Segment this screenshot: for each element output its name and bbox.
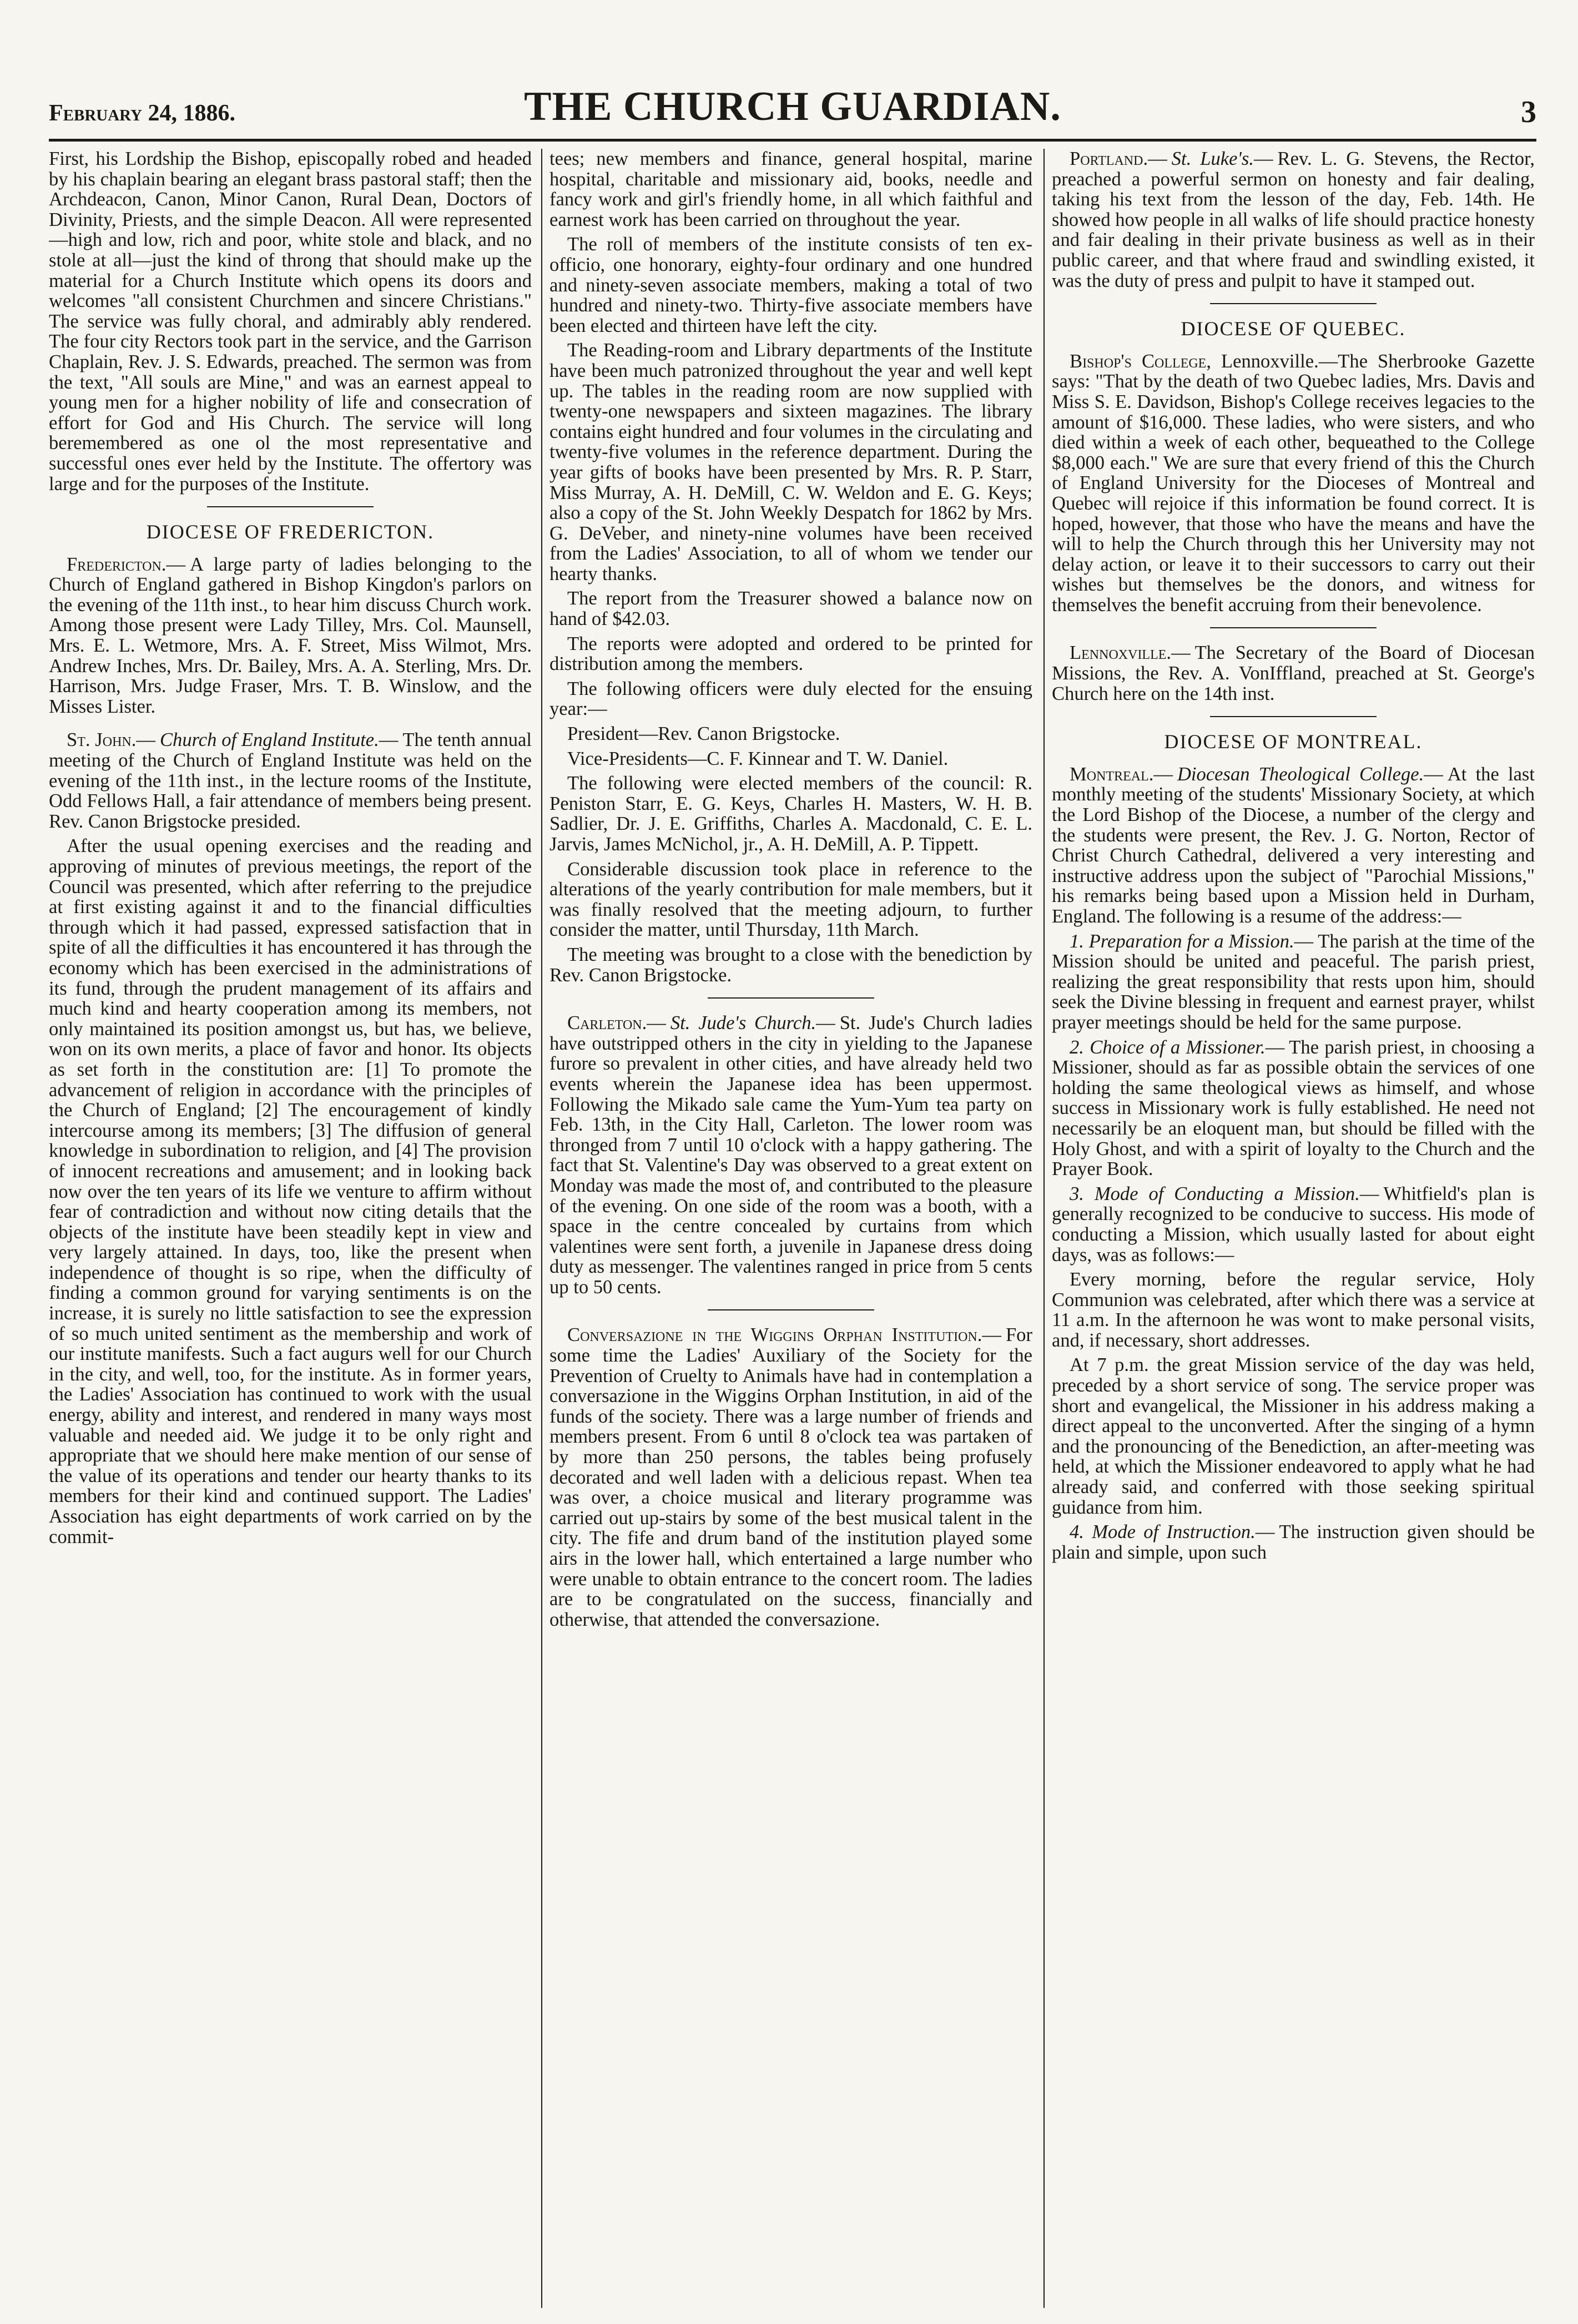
- article-paragraph: President—Rev. Canon Brigstocke.: [567, 723, 840, 745]
- paragraph-text: At the last monthly meeting of the students' Missionary Society, at which the Lord Bishop of the Diocese, a number of the clergy and the students were present, the Rev. J. G. Norton, Rector of Christ Church Cathedral, delivered a very interesting and instructive address upon the subject of "Parochial Missions," his remarks being based upon a Mission held in Durham, England. The following is a resume of the address:—: [1052, 763, 1535, 927]
- dateline: Portland.: [1070, 149, 1148, 169]
- article-paragraph: 1. Preparation for a Mission.— The parish at the time of the Mission should be united and peaceful. The parish priest, realizing the great responsibility that rests upon him, should seek the Divine blessing in frequent and earnest prayer, whilst prayer meetings should be held for the same purpose.: [1052, 930, 1535, 1033]
- section-heading: DIOCESE OF MONTREAL.: [1164, 730, 1423, 753]
- article-paragraph: Portland.— St. Luke's.— Rev. L. G. Stevens, the Rector, preached a powerful sermon on honesty and fair dealing, taking his text from the lesson of the day, Feb. 14th. He showed how people in all walks of life should practice honesty and fair dealing in their private business as well as in their public career, and that where fraud and swindling existed, it was the duty of press and pulpit to have it stamped out.: [1052, 149, 1535, 291]
- article-topic: St. Luke's.: [1171, 149, 1254, 169]
- section-separator: [207, 506, 374, 507]
- dateline: Carleton.: [567, 1012, 647, 1034]
- dateline: St. John.: [67, 729, 137, 751]
- article-paragraph: The following were elected members of the council: R. Peniston Starr, E. G. Keys, Charles H. Masters, W. H. B. Sadlier, Dr. J. E. Griffiths, Charles A. Macdonald, C. E. L. Jarvis, James McNichol, jr., A. H. DeMill, A. P. Tippett.: [549, 773, 1032, 855]
- section-separator: [708, 1309, 874, 1310]
- paragraph-text: St. Jude's Church ladies have outstripped others in the city in yielding to the Japanese furore so prevalent in other cities, and have already held two events wherein the Japanese idea has been uppermost. Following the Mikado sale came the Yum-Yum tea party on Feb. 13th, in the City Hall, Carleton. The lower room was thronged from 7 until 10 o'clock with a happy gathering. The fact that St. Valentine's Day was observed to a great extent on Monday was made the most of, and contributed to the pleasure of the evening. On one side of the room was a booth, with a space in the centre concealed by curtains from which valentines were sent forth, a juvenile in Japanese dress doing duty as messenger. The valentines ranged in price from 5 cents up to 50 cents.: [549, 1012, 1032, 1298]
- article-paragraph: 3. Mode of Conducting a Mission.— Whitfield's plan is generally recognized to be conducive to success. His mode of conducting a Mission, which usually lasted for about eight days, was as follows:—: [1052, 1183, 1535, 1266]
- article-paragraph: Carleton.— St. Jude's Church.— St. Jude's Church ladies have outstripped others in the city in yielding to the Japanese furore so prevalent in other cities, and have already held two events wherein the Japanese idea has been uppermost. Following the Mikado sale came the Yum-Yum tea party on Feb. 13th, in the City Hall, Carleton. The lower room was thronged from 7 until 10 o'clock with a happy gathering. The fact that St. Valentine's Day was observed to a great extent on Monday was made the most of, and contributed to the pleasure of the evening. On one side of the room was a booth, with a space in the centre concealed by curtains from which valentines were sent forth, a juvenile in Japanese dress doing duty as messenger. The valentines ranged in price from 5 cents up to 50 cents.: [549, 1012, 1032, 1298]
- article-paragraph: Montreal.— Diocesan Theological College.— At the last monthly meeting of the students' Missionary Society, at which the Lord Bishop of the Diocese, a number of the clergy and the students were present, the Rev. J. G. Norton, Rector of Christ Church Cathedral, delivered a very interesting and instructive address upon the subject of "Parochial Missions," his remarks being based upon a Mission held in Durham, England. The following is a resume of the address:—: [1052, 763, 1535, 927]
- dateline: Conversazione in the Wiggins Orphan Institution.: [567, 1324, 982, 1346]
- article-paragraph: The Reading-room and Library departments of the Institute have been much patronized throughout the year and well kept up. The tables in the reading room are now supplied with twenty-one newspapers and sixteen magazines. The library contains eight hundred and four volumes in the circulating and twenty-five volumes in the reference department. During the year gifts of books have been presented by Mrs. R. P. Starr, Miss Murray, A. H. DeMill, C. W. Weldon and E. G. Keys; also a copy of the St. John Weekly Despatch for 1862 by Mrs. G. DeVeber, and ninety-nine volumes have been received from the Ladies' Association, to all of whom we tender our hearty thanks.: [549, 340, 1032, 584]
- article-topic: Church of England Institute.: [159, 729, 379, 751]
- section-heading: DIOCESE OF FREDERICTON.: [146, 521, 435, 543]
- article-paragraph: Fredericton.— A large party of ladies belonging to the Church of England gathered in Bishop Kingdon's parlors on the evening of the 11th inst., to hear him discuss Church work. Among those present were Lady Tilley, Mrs. Col. Maunsell, Mrs. E. L. Wetmore, Mrs. A. F. Street, Miss Wilmot, Mrs. Andrew Inches, Mrs. Dr. Bailey, Mrs. A. A. Sterling, Mrs. Dr. Harrison, Mrs. Judge Fraser, Mrs. T. B. Winslow, and the Misses Lister.: [49, 553, 532, 717]
- article-paragraph: Considerable discussion took place in reference to the alterations of the yearly contribution for male members, but it was finally resolved that the meeting adjourn, to further consider the matter, until Thursday, 11th March.: [549, 858, 1032, 941]
- section-separator: [1210, 627, 1377, 628]
- article-paragraph: St. John.— Church of England Institute.— The tenth annual meeting of the Church of England Institute was held on the evening of the 11th inst., in the lecture rooms of the Institute, Odd Fellows Hall, a fair attendance of members being present. Rev. Canon Brigstocke presided.: [49, 729, 532, 832]
- column-divider: [541, 149, 542, 2308]
- column-divider: [1043, 149, 1045, 2308]
- page-number: 3: [1521, 95, 1536, 129]
- article-paragraph: 4. Mode of Instruction.— The instruction given should be plain and simple, upon such: [1052, 1521, 1535, 1563]
- header-rule: [49, 139, 1536, 142]
- article-paragraph: Lennoxville.— The Secretary of the Board of Diocesan Missions, the Rev. A. VonIffland, preached at St. George's Church here on the 14th inst.: [1052, 642, 1535, 704]
- paragraph-text: The parish priest, in choosing a Missioner, should as far as possible obtain the services of one holding the same theological views as himself, and whose success in Missionary work is fully established. He need not necessarily be an eloquent man, but should be filled with the Holy Ghost, and with a spirit of loyalty to the Church and the Prayer Book.: [1052, 1036, 1535, 1180]
- subsection-title: 3. Mode of Conducting a Mission.: [1070, 1183, 1360, 1204]
- article-paragraph: Vice-Presidents—C. F. Kinnear and T. W. Daniel.: [567, 748, 949, 769]
- paragraph-text: Whitfield's plan is generally recognized to be conducive to success. His mode of conducting a Mission, which usually lasted for about eight days, was as follows:—: [1052, 1183, 1535, 1266]
- section-separator: [1210, 716, 1377, 717]
- article-paragraph: [1052, 351, 1535, 616]
- article-paragraph: The following officers were duly elected for the ensuing year:—: [549, 678, 1032, 720]
- article-paragraph: tees; new members and finance, general hospital, marine hospital, charitable and missionary aid, books, needle and fancy work and girl's friendly home, in all which faithful and earnest work has been carried on throughout the year.: [549, 149, 1032, 230]
- paragraph-text: The instruction given should be plain and simple, upon such: [1052, 1521, 1535, 1563]
- section-separator: [1210, 303, 1377, 304]
- dateline: Montreal.: [1070, 763, 1154, 785]
- dateline: Lennoxville.: [1070, 642, 1172, 664]
- subsection-title: 1. Preparation for a Mission.: [1070, 930, 1294, 952]
- dateline: Bishop's College,: [1070, 350, 1211, 372]
- dateline: Fredericton.: [67, 553, 167, 575]
- article-topic: Diocesan Theological College.: [1177, 763, 1424, 785]
- column-1: [49, 149, 532, 2302]
- paragraph-text: The tenth annual meeting of the Church of England Institute was held on the evening of the 11th inst., in the lecture rooms of the Institute, Odd Fellows Hall, a fair attendance of members being present. Rev. Canon Brigstocke presided.: [49, 729, 532, 832]
- article-topic: St. Jude's Church.: [670, 1012, 816, 1034]
- article-paragraph: The reports were adopted and ordered to be printed for distribution among the members.: [549, 633, 1032, 675]
- paragraph-text: The Secretary of the Board of Diocesan Missions, the Rev. A. VonIffland, preached at St. George's Church here on the 14th inst.: [1052, 642, 1535, 704]
- paragraph-text: Rev. L. G. Stevens, the Rector, preached a powerful sermon on honesty and fair dealing, taking his text from the lesson of the day, Feb. 14th. He showed how people in all walks of life should practice honesty and fair dealing in their private business as well as in their public career, and that where fraud and swindling existed, it was the duty of press and pulpit to have it stamped out.: [1052, 149, 1535, 291]
- article-paragraph: The meeting was brought to a close with the benediction by Rev. Canon Brigstocke.: [549, 944, 1032, 986]
- paragraph-text: Lennoxville.—The Sherbrooke Gazette says: "That by the death of two Quebec ladies, Mrs. Davis and Miss S. E. Davidson, Bishop's College receives legacies to the amount of $16,000. These ladies, who were sisters, and who died within a week of each other, bequeathed to the College $8,000 each." We are sure that every friend of this the Church of England University for the Dioceses of Montreal and Quebec will rejoice if this information be found correct. It is hoped, however, that those who have the means and have the will to help the Church through this her University may not delay action, or leave it to their successors to carry out their wishes but themselves be the donors, and witness for themselves the benefit accruing from their benevolence.: [1052, 350, 1535, 616]
- column-2: [549, 149, 1032, 2302]
- article-paragraph: Conversazione in the Wiggins Orphan Institution.— For some time the Ladies' Auxiliary of the Society for the Prevention of Cruelty to Animals have had in contemplation a conversazione in the Wiggins Orphan Institution, in aid of the funds of the society. There was a large number of friends and members present. From 6 until 8 o'clock tea was partaken of by more than 250 persons, the tables being profusely decorated and well laden with a delicious repast. When tea was over, a choice musical and literary programme was carried out up-stairs by some of the best musical talent in the city. The fife and drum band of the institution played some airs in the lower hall, which entertained a large number who were unable to obtain entrance to the concert room. The ladies are to be congratulated on the success, financially and otherwise, that attended the conversazione.: [549, 1324, 1032, 1630]
- masthead-title: THE CHURCH GUARDIAN.: [524, 84, 1061, 129]
- subsection-title: 2. Choice of a Missioner.: [1070, 1036, 1266, 1058]
- column-3: [1052, 149, 1535, 2302]
- paragraph-text: A large party of ladies belonging to the Church of England gathered in Bishop Kingdon's parlors on the evening of the 11th inst., to hear him discuss Church work. Among those present were Lady Tilley, Mrs. Col. Maunsell, Mrs. E. L. Wetmore, Mrs. A. F. Street, Miss Wilmot, Mrs. Andrew Inches, Mrs. Dr. Bailey, Mrs. A. A. Sterling, Mrs. Dr. Harrison, Mrs. Judge Fraser, Mrs. T. B. Winslow, and the Misses Lister.: [49, 553, 532, 717]
- article-paragraph: The roll of members of the institute consists of ten ex-officio, one honorary, eighty-four ordinary and one hundred and ninety-seven associate members, making a total of two hundred and ninety-two. Thirty-five associate members have been elected and thirteen have left the city.: [549, 234, 1032, 336]
- page-header: [49, 83, 1536, 133]
- article-paragraph: Every morning, before the regular service, Holy Communion was celebrated, after which there was a service at 11 a.m. In the afternoon he was wont to make personal visits, and, if necessary, short addresses.: [1052, 1269, 1535, 1351]
- paragraph-text: For some time the Ladies' Auxiliary of the Society for the Prevention of Cruelty to Animals have had in contemplation a conversazione in the Wiggins Orphan Institution, in aid of the funds of the society. There was a large number of friends and members present. From 6 until 8 o'clock tea was partaken of by more than 250 persons, the tables being profusely decorated and well laden with a delicious repast. When tea was over, a choice musical and literary programme was carried out up-stairs by some of the best musical talent in the city. The fife and drum band of the institution played some airs in the lower hall, which entertained a large number who were unable to obtain entrance to the concert room. The ladies are to be congratulated on the success, financially and otherwise, that attended the conversazione.: [549, 1324, 1032, 1630]
- article-paragraph: First, his Lordship the Bishop, episcopally robed and headed by his chaplain bearing an elegant brass pastoral staff; then the Archdeacon, Canon, Minor Canon, Rural Dean, Doctors of Divinity, Priests, and the simple Deacon. All were represented—high and low, rich and poor, white stole and black, and no stole at all—just the kind of throng that should make up the material for a Church Institute which opens its doors and welcomes "all consistent Churchmen and sincere Christians." The service was fully choral, and admirably ably rendered. The four city Rectors took part in the service, and the Garrison Chaplain, Rev. J. S. Edwards, preached. The sermon was from the text, "All souls are Mine," and was an earnest appeal to young men for a higher nobility of life and consecration of effort for God and His Church. The service will long beremembered as one ol the most representative and successful ones ever held by the Institute. The offertory was large and for the purposes of the Institute.: [49, 149, 532, 495]
- section-separator: [708, 997, 874, 999]
- issue-date: February 24, 1886.: [49, 100, 236, 126]
- article-paragraph: 2. Choice of a Missioner.— The parish priest, in choosing a Missioner, should as far as possible obtain the services of one holding the same theological views as himself, and whose success in Missionary work is fully established. He need not necessarily be an eloquent man, but should be filled with the Holy Ghost, and with a spirit of loyalty to the Church and the Prayer Book.: [1052, 1036, 1535, 1180]
- article-paragraph: The report from the Treasurer showed a balance now on hand of $42.03.: [549, 588, 1032, 630]
- article-paragraph: At 7 p.m. the great Mission service of the day was held, preceded by a short service of song. The service proper was short and evangelical, the Missioner in his address making a direct appeal to the unconverted. After the singing of a hymn and the pronouncing of the Benediction, an after-meeting was held, at which the Missioner endeavored to apply what he had already said, and conferred with those seeking spiritual guidance from him.: [1052, 1354, 1535, 1518]
- paragraph-text: The parish at the time of the Mission should be united and peaceful. The parish priest, realizing the great responsibility that rests upon him, should seek the Divine blessing in frequent and earnest prayer, whilst prayer meetings should be held for the same purpose.: [1052, 930, 1535, 1033]
- subsection-title: 4. Mode of Instruction.: [1070, 1521, 1256, 1543]
- article-paragraph: After the usual opening exercises and the reading and approving of minutes of previous meetings, the report of the Council was presented, which after referring to the prejudice at first existing against it and to the financial difficulties through which it had passed, expressed satisfaction that in spite of all the difficulties it has encountered it has through the economy which has been exercised in the administrations of its fund, through the prudent management of its affairs and much kind and hearty cooperation among its members, not only maintained its position amongst us, but has, we believe, won on its own merits, a place of favor and honor. Its objects as set forth in the constitution are: [1] To promote the advancement of religion in accordance with the principles of the Church of England; [2] The encouragement of kindly intercourse among its members; [3] The diffusion of general knowledge in subordination to religion, and [4] The provision of innocent recreations and amusement; and in looking back now over the ten years of its life we venture to affirm without fear of contradiction and without now citing details that the objects of the institute have been steadily kept in view and very largely attained. In days, too, like the present when independence of thought is so ripe, when the difficulty of finding a common ground for varying sentiments is on the increase, it is surely no little satisfaction to see the expression of so much united sentiment as the membership and work of our institute manifests. Such a fact augurs well for our Church in the city, and well, too, for the institute. As in former years, the Ladies' Association has continued to work with the usual energy, ability and interest, and rendered in many ways most valuable and needed aid. We judge it to be only right and appropriate that we should here make mention of our sense of the value of its operations and tender our hearty thanks to its members for their kind and continued support. The Ladies' Association has eight departments of work carried on by the commit-: [49, 835, 532, 1547]
- section-heading: DIOCESE OF QUEBEC.: [1181, 317, 1406, 340]
